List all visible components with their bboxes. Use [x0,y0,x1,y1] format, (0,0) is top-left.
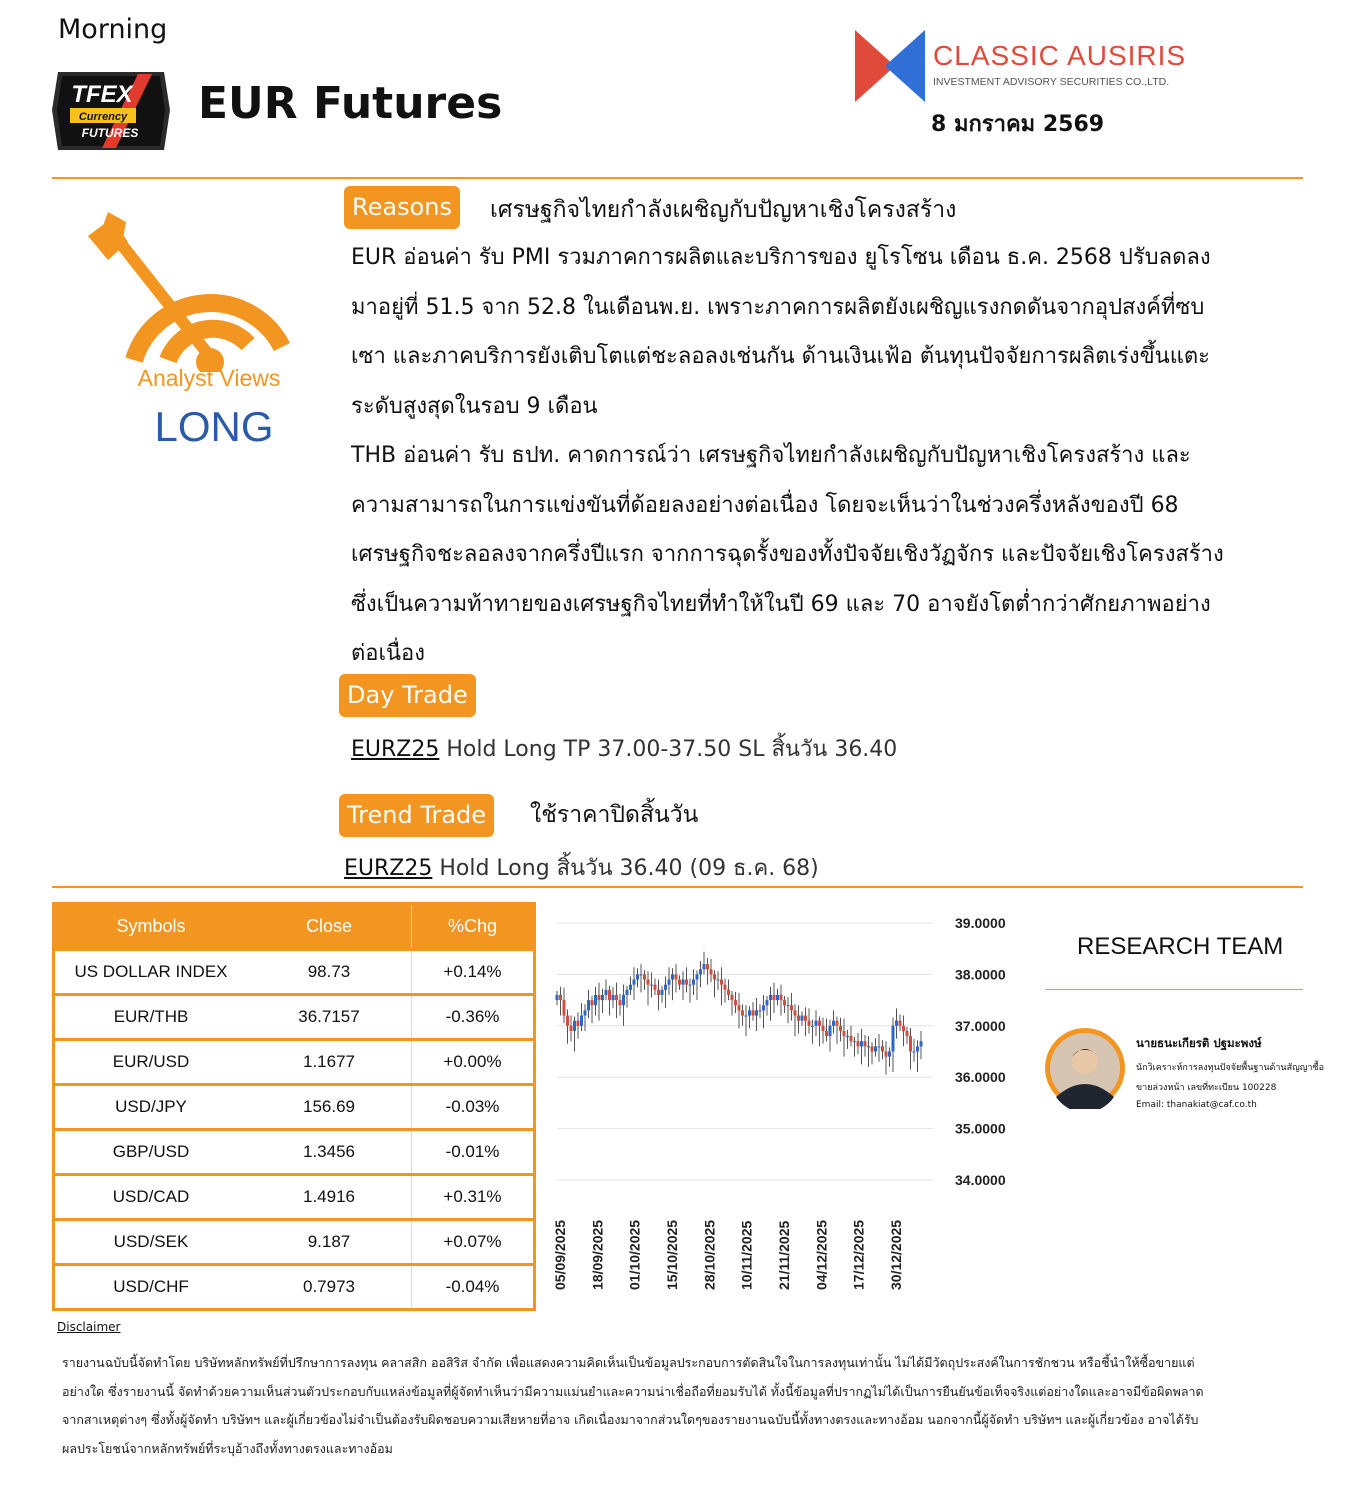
table-row [54,1175,535,1220]
research-team-title: RESEARCH TEAM [1077,933,1284,960]
y-tick-label: 39.0000 [955,915,1006,931]
symbol-cell: EUR/THB [54,995,248,1040]
candle-body [605,990,608,995]
candle-body [916,1046,919,1051]
candle-body [881,1046,884,1051]
candle-body [654,985,657,990]
table-header-row [54,904,535,950]
candle-body [678,980,681,985]
candle-body [860,1041,863,1046]
candle-body [633,980,636,985]
candle-body [570,1026,573,1031]
candle-body [587,1000,590,1010]
market-summary-table [52,902,536,1311]
symbol-cell: USD/SEK [54,1220,248,1265]
candle-body [762,1005,765,1010]
candle-body [696,974,699,979]
candle-body [804,1016,807,1021]
analyst-views-label: Analyst Views [137,365,281,391]
x-tick-label: 21/11/2025 [776,1220,792,1290]
tfex-logo-line2: Currency [78,111,128,123]
day-trade-text: Hold Long TP 37.00-37.50 SL สิ้นวัน 36.40 [439,737,898,762]
candle-body [811,1026,814,1027]
analyst-avatar [1044,1027,1126,1109]
candle-body [787,1005,790,1006]
candle-body [661,990,664,995]
candle-body [734,1000,737,1005]
research-team-divider [1046,989,1303,990]
candle-body [815,1021,818,1026]
candle-body [556,995,559,1000]
candle-body [839,1026,842,1031]
table-row [54,995,535,1040]
disclaimer-line: จากสาเหตุต่างๆ ซึ่งทั้งผู้จัดทำ บริษัทฯ และผู้เกี่ยวข้องไม่จำเป็นต้องรับผิดชอบความเสียหายที่อาจ เกิดเนื่องมาจากส่วนใดๆของรายงานฉบับนี้ทั้งทางตรงและทางอ้อม นอกจากนี้ผู้จัดทำ บริษัทฯ และผู้เกี่ยวข้อง อาจได้รับ [62,1412,1199,1427]
candle-body [776,995,779,1000]
symbol-cell: GBP/USD [54,1130,248,1175]
brand-name: CLASSIC AUSIRIS [933,40,1187,71]
candle-body [706,964,709,969]
candle-body [741,1010,744,1015]
candle-body [591,1000,594,1005]
change-cell: +0.07% [412,1220,535,1265]
candle-body [913,1052,916,1053]
page-title: EUR Futures [198,78,503,129]
candle-body [843,1031,846,1036]
trend-trade-tag: Trend Trade [339,794,494,837]
table-row [54,1130,535,1175]
eur-price-chart [545,905,1025,1300]
table-row [54,1265,535,1310]
candle-body [801,1016,804,1021]
day-trade-tag: Day Trade [339,674,476,717]
candle-body [899,1021,902,1026]
candle-body [920,1041,923,1046]
candle-body [717,980,720,981]
analyst-stance: LONG [154,403,274,450]
candle-body [846,1036,849,1037]
candle-body [692,980,695,985]
candle-body [601,995,604,1000]
x-tick-label: 17/12/2025 [850,1219,867,1290]
y-tick-label: 34.0000 [955,1172,1006,1188]
table-row [54,1220,535,1265]
x-tick-label: 10/11/2025 [738,1220,755,1290]
x-tick-label: 28/10/2025 [701,1219,718,1290]
column-header: Symbols [54,904,248,950]
candle-body [766,1000,769,1005]
close-cell: 98.73 [247,950,412,995]
symbol-cell: EUR/USD [54,1040,248,1085]
symbol-cell: USD/JPY [54,1085,248,1130]
candle-body [867,1046,870,1047]
candle-body [727,990,730,995]
report-session-label: Morning [58,14,168,45]
candle-body [895,1021,898,1026]
candle-body [598,995,601,1000]
brand-subtitle: INVESTMENT ADVISORY SECURITIES CO.,LTD. [933,76,1170,88]
column-header: %Chg [412,904,535,950]
candle-body [745,1016,748,1017]
candle-body [619,1000,622,1005]
candle-body [790,1005,793,1010]
reason-line: THB อ่อนค่า รับ ธปท. คาดการณ์ว่า เศรษฐกิจไทยกำลังเผชิญกับปัญหาเชิงโครงสร้าง และ [351,443,1191,468]
candle-body [836,1021,839,1026]
candle-body [608,990,611,1000]
x-tick-label: 30/12/2025 [888,1219,904,1290]
x-tick-label: 05/09/2025 [552,1219,568,1290]
candle-body [577,1021,580,1026]
reason-line: ความสามารถในการแข่งขันที่ด้อยลงอย่างต่อเนื่อง โดยจะเห็นว่าในช่วงครึ่งหลังของปี 68 [351,493,1179,518]
reasons-tag: Reasons [344,186,460,229]
candle-body [755,1010,758,1015]
candle-body [703,964,706,969]
change-cell: +0.00% [412,1040,535,1085]
candle-body [885,1052,888,1057]
close-cell: 1.1677 [247,1040,412,1085]
trend-trade-recommendation [344,850,819,885]
candle-body [640,974,643,975]
change-cell: +0.14% [412,950,535,995]
candle-body [731,995,734,1000]
analyst-name: นายธนะเกียรติ ปฐมะพงษ์ [1136,1036,1262,1050]
candle-body [864,1041,867,1046]
candle-body [738,1005,741,1010]
candle-body [626,990,629,995]
candle-body [643,974,646,979]
change-cell: -0.36% [412,995,535,1040]
candle-body [689,985,692,986]
reasons-headline: เศรษฐกิจไทยกำลังเผชิญกับปัญหาเชิงโครงสร้าง [490,197,957,223]
disclaimer-line: ผลประโยชน์จากหลักทรัพย์ที่ระบุอ้างถึงทั้งทางตรงและทางอ้อม [62,1440,393,1456]
candle-body [759,1010,762,1011]
candle-body [612,995,615,1000]
trend-trade-contract-code: EURZ25 [344,856,433,881]
y-tick-label: 38.0000 [955,966,1006,983]
section-divider [52,886,1303,888]
trend-trade-text: Hold Long สิ้นวัน 36.40 (09 ธ.ค. 68) [432,856,819,881]
candle-body [829,1026,832,1036]
report-date: 8 มกราคม 2569 [931,112,1105,137]
candle-body [594,995,597,1005]
tfex-currency-futures-logo [52,70,170,152]
candle-body [822,1026,825,1031]
candle-body [794,1010,797,1015]
candle-body [720,980,723,985]
trend-trade-note: ใช้ราคาปิดสิ้นวัน [530,802,699,828]
reason-line: ซึ่งเป็นความท้าทายของเศรษฐกิจไทยที่ทำให้ในปี 69 และ 70 อาจยังโตต่ำกว่าศักยภาพอย่าง [351,592,1211,617]
disclaimer-title: Disclaimer [57,1320,121,1334]
candle-body [902,1026,905,1031]
x-tick-label: 18/09/2025 [589,1219,606,1290]
candle-body [825,1031,828,1036]
candle-body [871,1046,874,1051]
candle-body [906,1031,909,1036]
candle-body [671,974,674,979]
candle-body [783,1000,786,1005]
reason-line: เซา และภาคบริการยังเติบโตแต่ชะลอลงเช่นกัน ด้านเงินเฟ้อ ต้นทุนปัจจัยการผลิตเร่งขึ้นแตะ [351,344,1210,369]
reason-line: EUR อ่อนค่า รับ PMI รวมภาคการผลิตและบริการของ ยูโรโซน เดือน ธ.ค. 2568 ปรับลดลง [351,245,1211,270]
table-row [54,1040,535,1085]
candle-body [773,995,776,1000]
candle-body [710,969,713,974]
candle-body [647,980,650,985]
candle-body [874,1046,877,1051]
candle-body [857,1041,860,1046]
day-trade-recommendation [351,731,897,766]
candle-body [850,1036,853,1041]
candle-body [713,974,716,979]
candle-body [636,974,639,979]
analyst-license: ขายล่วงหน้า เลขที่ทะเบียน 100228 [1136,1083,1277,1093]
reason-line: มาอยู่ที่ 51.5 จาก 52.8 ในเดือนพ.ย. เพราะภาคการผลิตยังเผชิญแรงกดดันจากอุปสงค์ที่ซบ [351,295,1205,320]
candle-body [832,1021,835,1026]
candle-body [699,969,702,974]
candle-body [797,1016,800,1021]
candle-body [573,1021,576,1031]
y-tick-label: 36.0000 [955,1069,1006,1086]
candle-body [622,995,625,1005]
disclaimer-body [62,1349,1312,1463]
x-tick-label: 04/12/2025 [813,1219,830,1290]
day-trade-contract-code: EURZ25 [351,737,440,762]
reason-line: เศรษฐกิจชะลอลงจากครึ่งปีแรก จากการฉุดรั้งของทั้งปัจจัยเชิงวัฏจักร และปัจจัยเชิงโครงสร้าง [351,542,1224,567]
candle-body [853,1041,856,1042]
candle-body [675,974,678,979]
symbol-cell: USD/CHF [54,1265,248,1310]
table-row [54,1085,535,1130]
candle-body [888,1052,891,1057]
y-tick-label: 37.0000 [955,1017,1006,1034]
change-cell: -0.03% [412,1085,535,1130]
change-cell: +0.31% [412,1175,535,1220]
change-cell: -0.04% [412,1265,535,1310]
tfex-logo-line1: TFEX [71,81,133,108]
candle-body [892,1026,895,1052]
target-arrow-icon [82,212,298,372]
close-cell: 1.3456 [247,1130,412,1175]
reason-line: ระดับสูงสุดในรอบ 9 เดือน [351,394,598,419]
candle-body [769,995,772,1000]
candle-body [808,1021,811,1026]
table-row [54,950,535,995]
close-cell: 9.187 [247,1220,412,1265]
y-tick-label: 35.0000 [955,1120,1006,1137]
candle-body [615,995,618,1000]
close-cell: 0.7973 [247,1265,412,1310]
column-header: Close [247,904,412,950]
header-divider [52,177,1303,179]
candle-body [878,1046,881,1047]
classic-ausiris-logo-icon [855,30,925,102]
candle-body [580,1016,583,1026]
candle-body [818,1021,821,1026]
close-cell: 156.69 [247,1085,412,1130]
candle-body [664,985,667,990]
x-tick-label: 15/10/2025 [664,1219,680,1290]
tfex-logo-line3: FUTURES [81,126,139,140]
candle-body [629,985,632,990]
symbol-cell: US DOLLAR INDEX [54,950,248,995]
analyst-title: นักวิเคราะห์การลงทุนปัจจัยพื้นฐานด้านสัญญาซื้อ [1136,1063,1324,1073]
disclaimer-line: อย่างใด ซึ่งรายงานนี้ จัดทำด้วยความเห็นส่วนตัวประกอบกับแหล่งข้อมูลที่ผู้จัดทำเห็นว่ามีความแม่นยำและความน่าเชื่อถือที่ยอมรับได้ ทั้งนี้ข้อมูลที่ปรากฏไม่ได้เป็นการยืนยันข้อเท็จจริงแต่อย่างใดและอาจมีข้อผิดพลาด [62,1383,1204,1399]
candle-body [584,1010,587,1015]
candle-body [682,980,685,985]
candle-body [752,1010,755,1015]
x-tick-label: 01/10/2025 [626,1219,643,1290]
reason-line: ต่อเนื่อง [351,641,426,666]
candle-body [650,985,653,986]
candle-body [668,980,671,985]
candle-body [657,990,660,995]
candle-body [685,980,688,985]
analyst-email: Email: thanakiat@caf.co.th [1136,1100,1257,1110]
candle-body [563,1000,566,1015]
disclaimer-line: รายงานฉบับนี้จัดทำโดย บริษัทหลักทรัพย์ที่ปรึกษาการลงทุน คลาสสิก ออสิริส จำกัด เพื่อแสดงความคิดเห็นเป็นข้อมูลประกอบการตัดสินใจในการลงทุนเท่านั้น ไม่ได้มีวัตถุประสงค์ในการชักชวน หรือชี้นำให้ซื้อขายแต่ [62,1355,1195,1370]
symbol-cell: USD/CAD [54,1175,248,1220]
candle-body [559,995,562,1000]
candle-body [909,1036,912,1051]
change-cell: -0.01% [412,1130,535,1175]
candle-body [566,1016,569,1026]
close-cell: 1.4916 [247,1175,412,1220]
candle-body [724,985,727,990]
close-cell: 36.7157 [247,995,412,1040]
candle-body [780,995,783,1000]
candle-body [748,1010,751,1015]
